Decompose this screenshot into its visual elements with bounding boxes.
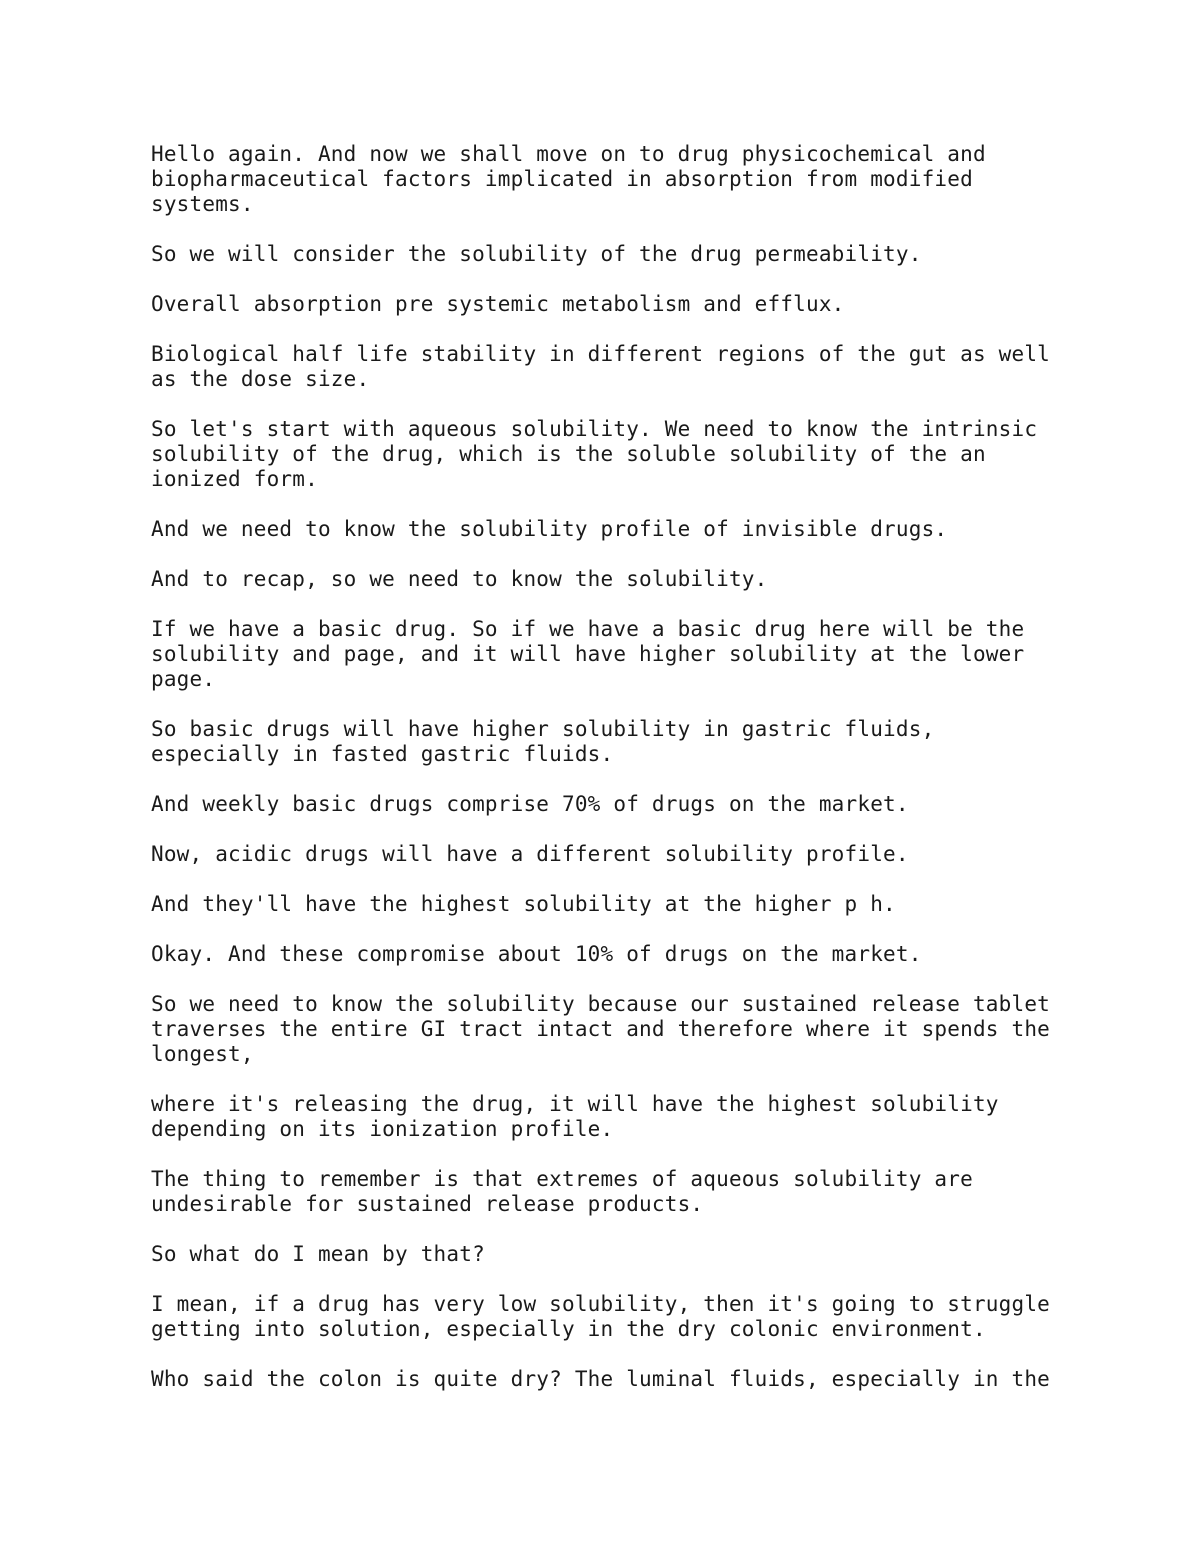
- paragraph: Hello again. And now we shall move on to drug physicochemical and biopharmaceutical factors implicated in absorption from modified systems.: [151, 142, 986, 216]
- paragraph: And we need to know the solubility profile of invisible drugs.: [151, 517, 948, 541]
- paragraph: And they'll have the highest solubility at the higher p h.: [151, 892, 896, 916]
- paragraph: So we need to know the solubility because our sustained release tablet traverses the entire GI tract intact and therefore where it spends the longest,: [151, 992, 1051, 1066]
- paragraph: Overall absorption pre systemic metabolism and efflux.: [151, 292, 845, 316]
- paragraph: I mean, if a drug has very low solubility, then it's going to struggle getting into solution, especially in the dry colonic environment.: [151, 1292, 1051, 1341]
- paragraph: So what do I mean by that?: [151, 1242, 485, 1266]
- paragraph: And weekly basic drugs comprise 70% of drugs on the market.: [151, 792, 909, 816]
- paragraph: Who said the colon is quite dry? The luminal fluids, especially in the: [151, 1367, 1051, 1391]
- paragraph: And to recap, so we need to know the solubility.: [151, 567, 768, 591]
- paragraph: The thing to remember is that extremes of aqueous solubility are undesirable for sustained release products.: [151, 1167, 973, 1216]
- paragraph: So we will consider the solubility of the drug permeability.: [151, 242, 922, 266]
- paragraph: Okay. And these compromise about 10% of drugs on the market.: [151, 942, 922, 966]
- document-text-body: [151, 142, 1071, 1417]
- paragraph: So basic drugs will have higher solubility in gastric fluids, especially in fasted gastric fluids.: [151, 717, 935, 766]
- paragraph: If we have a basic drug. So if we have a basic drug here will be the solubility and page, and it will have higher solubility at the lower page.: [151, 617, 1025, 691]
- paragraph: where it's releasing the drug, it will have the highest solubility depending on its ionization profile.: [151, 1092, 999, 1141]
- paragraph: So let's start with aqueous solubility. We need to know the intrinsic solubility of the drug, which is the soluble solubility of the an ionized form.: [151, 417, 1038, 491]
- paragraph: Now, acidic drugs will have a different solubility profile.: [151, 842, 909, 866]
- paragraph: Biological half life stability in different regions of the gut as well as the dose size.: [151, 342, 1051, 391]
